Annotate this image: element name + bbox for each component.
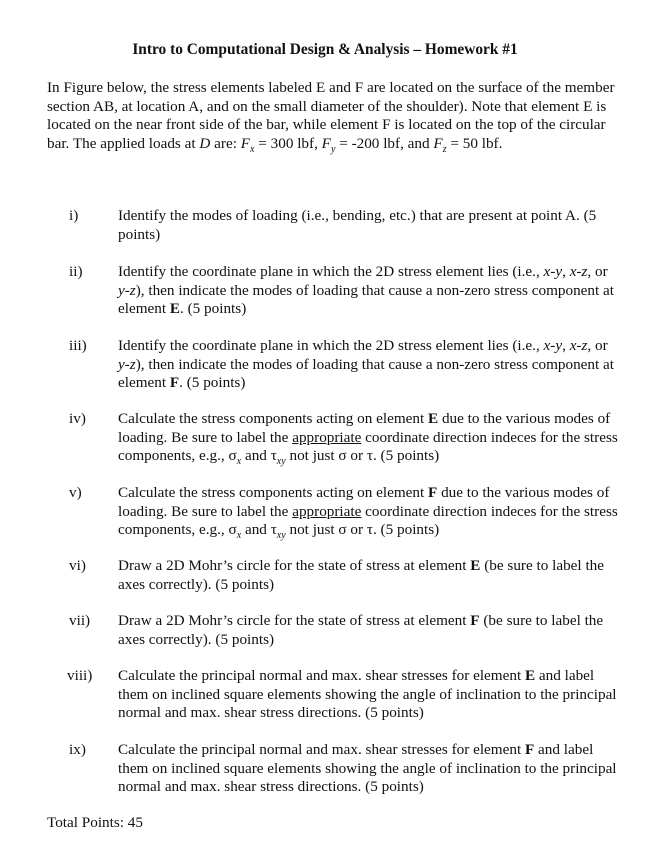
- total-points: Total Points: 45: [47, 814, 143, 831]
- question-number: iii): [69, 337, 87, 354]
- question-text: [118, 667, 623, 723]
- text-span: and: [241, 447, 271, 465]
- sigma-subscript: x: [236, 456, 242, 468]
- underlined-word: appropriate: [292, 428, 362, 446]
- text-span: Identify the coordinate plane in which the 2D stress element lies (i.e.,: [118, 337, 544, 354]
- text-span: Draw a 2D Mohr’s circle for the state of stress at element: [118, 557, 471, 574]
- text-span: due to the various modes of loading. Be sure to label the: [118, 410, 611, 446]
- element-label: F: [169, 374, 180, 392]
- question-text: Identify the modes of loading (i.e., bending, etc.) that are present at point A. (5 points): [118, 207, 597, 243]
- question-text: Identify the coordinate plane in which the 2D stress element lies (i.e., x-y, x-z, or y-z), then indicate the modes of loading that cause a non-zero stress component at element E. (5 points): [118, 263, 614, 318]
- text-span: due to the various modes of loading. Be sure to label the: [118, 484, 610, 520]
- text-span: coordinate direction indeces for the stress components, e.g.,: [118, 428, 618, 465]
- text-span: . (5 points): [180, 300, 247, 318]
- sigma-symbol: σ: [228, 447, 237, 465]
- question-text: [118, 410, 623, 466]
- tau-symbol: τ: [270, 521, 277, 539]
- question-item: [47, 207, 625, 244]
- fy-value: = -200 lbf, and: [335, 134, 434, 152]
- question-item: [47, 557, 625, 594]
- question-item: [47, 741, 625, 797]
- element-label: E: [169, 300, 181, 318]
- question-text: Identify the coordinate plane in which the 2D stress element lies (i.e., x-y, x-z, or y-z), then indicate the modes of loading that cause a non-zero stress component at element F. (5 points): [118, 337, 614, 392]
- intro-text: In Figure below, the stress elements labeled E and F are located on the surface of the member section AB, at location A, and on the small diameter of the shoulder). Note that element E is located on the near front side of the bar, while element F is located on the top of the circular bar. The applied loads at: [47, 79, 615, 152]
- sigma-subscript: x: [236, 530, 242, 542]
- question-number: v): [69, 484, 82, 501]
- fz-symbol: F: [433, 134, 443, 152]
- question-text: [118, 484, 623, 540]
- underlined-word: appropriate: [292, 502, 362, 520]
- text-span: Identify the coordinate plane in which the 2D stress element lies (i.e.,: [118, 263, 544, 280]
- text-span: Calculate the stress components acting on element: [118, 484, 428, 501]
- text-span: (be sure to label the axes correctly). (5 points): [118, 612, 604, 648]
- plane-xy: x-y: [543, 263, 563, 280]
- question-number: ix): [69, 741, 86, 758]
- tau-symbol: τ: [270, 447, 277, 465]
- text-span: and label them on inclined square elements showing the angle of inclination to the principal normal and max. shear stress directions. (5 points): [118, 741, 617, 796]
- plane-yz: y-z: [118, 281, 136, 299]
- fz-value: = 50 lbf.: [446, 134, 503, 152]
- text-span: coordinate direction indeces for the stress components, e.g.,: [118, 502, 618, 539]
- question-number: iv): [69, 410, 86, 427]
- element-label: F: [524, 741, 535, 758]
- text-span: Draw a 2D Mohr’s circle for the state of stress at element: [118, 612, 471, 629]
- intro-text-2: are:: [210, 134, 241, 152]
- text-span: ), then indicate the modes of loading that cause a non-zero stress component at element: [118, 355, 614, 392]
- page-title: Intro to Computational Design & Analysis – Homework #1: [132, 41, 518, 58]
- element-label: E: [470, 557, 481, 574]
- text-span: and: [241, 521, 271, 539]
- fz-subscript: z: [442, 143, 447, 155]
- text-span: Calculate the stress components acting on element: [118, 410, 428, 427]
- question-item: [47, 612, 625, 649]
- text-span: not just σ or τ. (5 points): [285, 521, 440, 539]
- fy-subscript: y: [330, 143, 336, 155]
- question-item: [47, 484, 625, 540]
- fx-subscript: x: [250, 143, 255, 155]
- plane-xz: x-z: [569, 337, 588, 354]
- sigma-symbol: σ: [228, 521, 237, 539]
- question-text: [118, 557, 623, 594]
- question-number: vi): [69, 557, 86, 574]
- plane-xz: x-z: [569, 263, 588, 280]
- question-item: [47, 263, 625, 319]
- tau-subscript: xy: [276, 530, 286, 542]
- element-label: E: [428, 410, 439, 427]
- element-label: E: [524, 667, 536, 684]
- question-number: vii): [69, 612, 91, 629]
- text-span: . (5 points): [179, 374, 246, 392]
- question-number: viii): [67, 667, 93, 684]
- text-span: Calculate the principal normal and max. shear stresses for element: [118, 741, 525, 758]
- tau-subscript: xy: [276, 456, 286, 468]
- text-span: ), then indicate the modes of loading that cause a non-zero stress component at element: [118, 281, 614, 318]
- question-text: [118, 741, 623, 797]
- text-span: Calculate the principal normal and max. shear stresses for element: [118, 667, 525, 684]
- intro-paragraph: [47, 79, 625, 153]
- plane-yz: y-z: [118, 355, 136, 373]
- question-item: [47, 410, 625, 466]
- fx-symbol: F: [240, 134, 251, 152]
- element-label: F: [470, 612, 480, 629]
- point-d: D: [199, 134, 211, 152]
- text-span: (be sure to label the axes correctly). (5 points): [118, 557, 604, 593]
- fy-symbol: F: [321, 134, 331, 152]
- question-item: [47, 337, 625, 393]
- question-number: i): [69, 207, 79, 224]
- question-number: ii): [69, 263, 83, 280]
- question-text: [118, 612, 623, 649]
- element-label: F: [428, 484, 438, 501]
- question-item: [47, 667, 625, 723]
- text-span: not just σ or τ. (5 points): [285, 447, 440, 465]
- text-span: and label them on inclined square elements showing the angle of inclination to the principal normal and max. shear stress directions. (5 points): [118, 667, 617, 722]
- plane-xy: x-y: [543, 337, 563, 354]
- fx-value: = 300 lbf,: [254, 134, 322, 152]
